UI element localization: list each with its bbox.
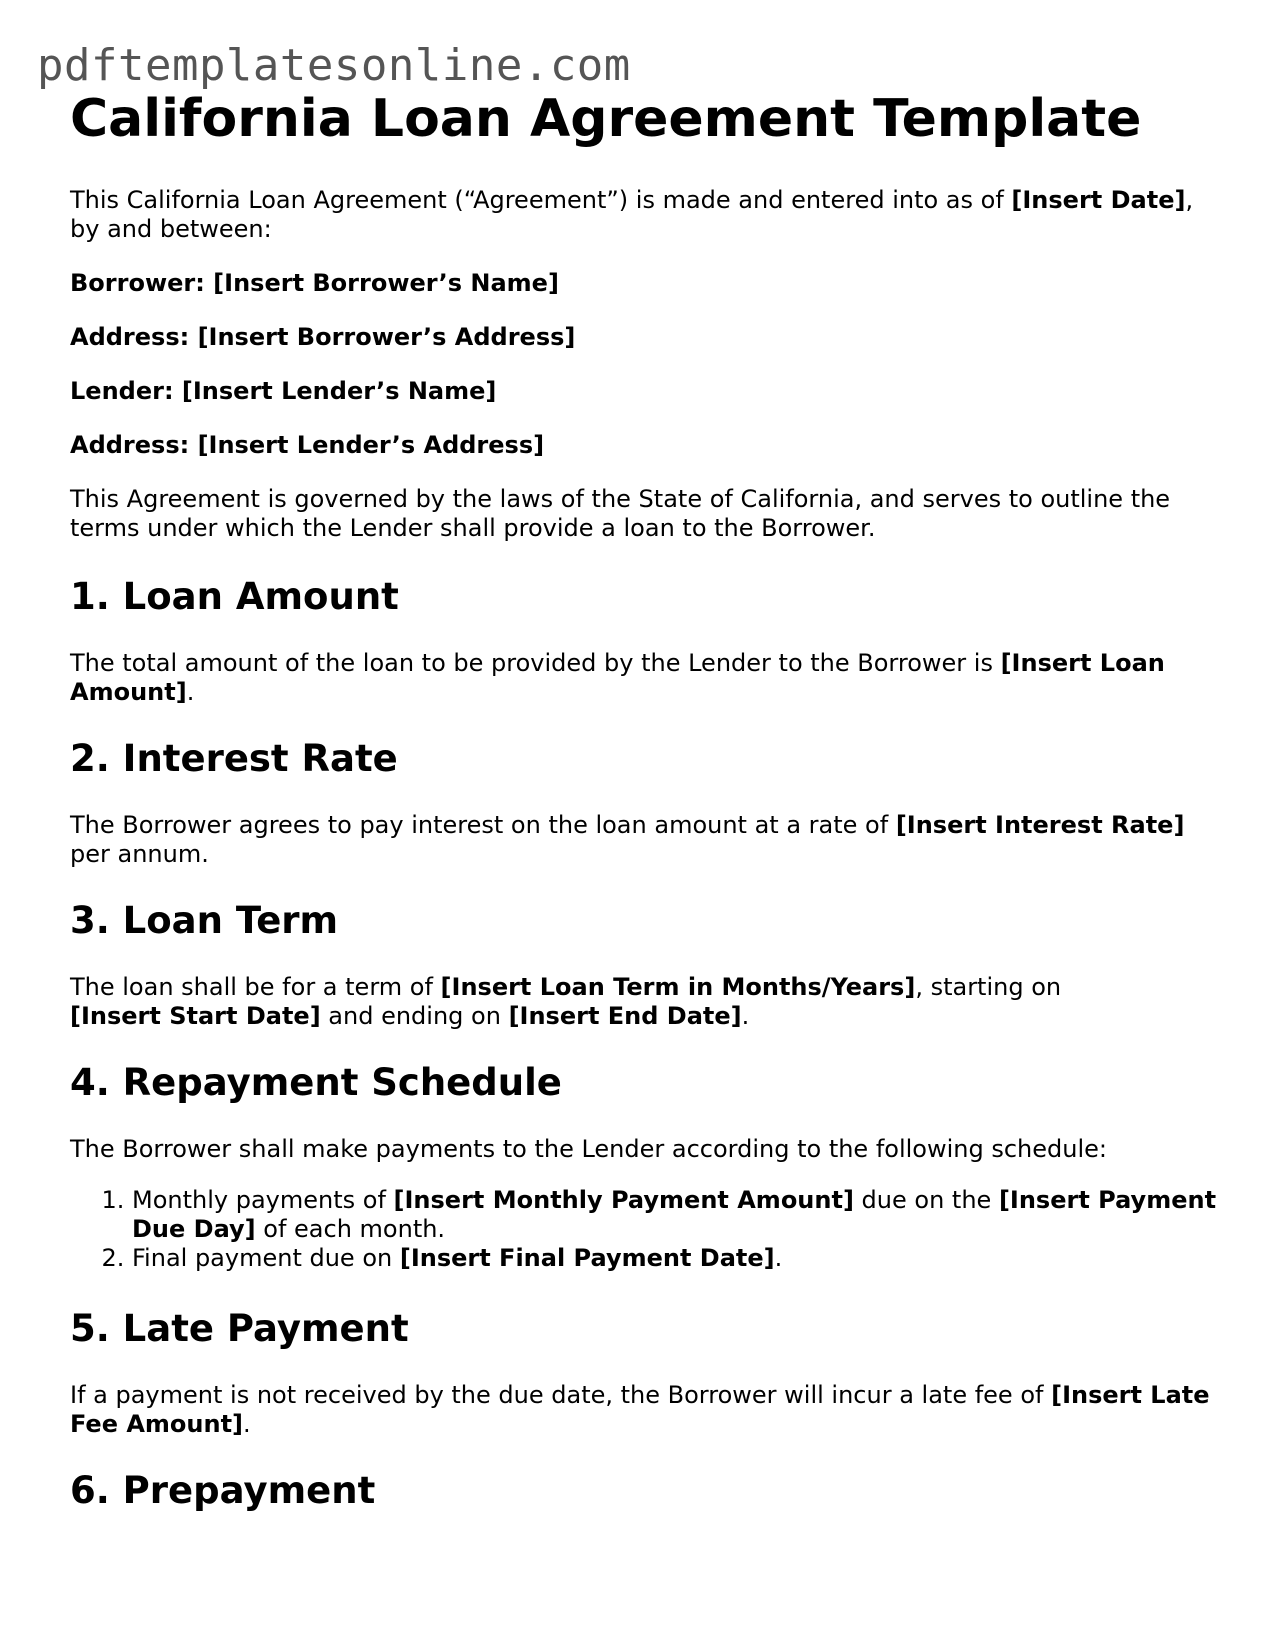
repayment-item2-text-2: . xyxy=(774,1244,783,1272)
late-payment-text-after: . xyxy=(243,1410,251,1438)
repayment-item1-text-1: Monthly payments of xyxy=(132,1186,394,1214)
loan-term-text-4: . xyxy=(741,1002,750,1030)
payment-due-day-placeholder: [Insert Payment Due Day] xyxy=(132,1186,1217,1243)
interest-rate-text-before: The Borrower agrees to pay interest on the loan amount at a rate of xyxy=(70,811,896,839)
section-heading-late-payment: 5. Late Payment xyxy=(70,1307,409,1350)
watermark: pdftemplatesonline.com xyxy=(37,40,631,91)
lender-name-line: Lender: [Insert Lender’s Name] xyxy=(70,377,497,405)
interest-rate-placeholder: [Insert Interest Rate] xyxy=(895,811,1185,839)
section-heading-interest-rate: 2. Interest Rate xyxy=(70,737,398,780)
final-payment-date-placeholder: [Insert Final Payment Date] xyxy=(399,1244,775,1272)
start-date-placeholder: [Insert Start Date] xyxy=(70,1002,321,1030)
repayment-list-item xyxy=(132,1244,1220,1273)
governing-paragraph: This Agreement is governed by the laws of the State of California, and serves to outline the terms under which the Lender shall provide a loan to the Borrower. xyxy=(70,485,1171,542)
interest-rate-text-after: per annum. xyxy=(70,840,209,868)
repayment-item2-text-1: Final payment due on xyxy=(132,1244,400,1272)
borrower-address-line: Address: [Insert Borrower’s Address] xyxy=(70,323,576,351)
lender-address-line: Address: [Insert Lender’s Address] xyxy=(70,431,545,459)
loan-term-text-3: and ending on xyxy=(320,1002,509,1030)
loan-term-placeholder: [Insert Loan Term in Months/Years] xyxy=(440,973,916,1001)
late-payment-text-before: If a payment is not received by the due date, the Borrower will incur a late fee of xyxy=(70,1381,1052,1409)
document-body xyxy=(70,86,1220,1543)
loan-amount-paragraph xyxy=(70,649,1220,707)
loan-term-text-2: , starting on xyxy=(915,973,1062,1001)
document-title: California Loan Agreement Template xyxy=(70,89,1142,149)
intro-text-after: , by and between: xyxy=(70,186,1194,243)
section-heading-loan-amount: 1. Loan Amount xyxy=(70,575,399,618)
section-heading-loan-term: 3. Loan Term xyxy=(70,899,339,942)
loan-amount-text-before: The total amount of the loan to be provided by the Lender to the Borrower is xyxy=(70,649,1001,677)
late-payment-paragraph xyxy=(70,1381,1220,1439)
repayment-list xyxy=(70,1186,1220,1273)
loan-amount-text-after: . xyxy=(186,678,195,706)
repayment-intro-paragraph: The Borrower shall make payments to the Lender according to the following schedule: xyxy=(70,1135,1107,1163)
interest-rate-paragraph xyxy=(70,811,1220,869)
loan-term-text-1: The loan shall be for a term of xyxy=(70,973,441,1001)
loan-term-paragraph xyxy=(70,973,1220,1031)
section-heading-repayment-schedule: 4. Repayment Schedule xyxy=(70,1061,562,1104)
end-date-placeholder: [Insert End Date] xyxy=(508,1002,742,1030)
loan-amount-placeholder: [Insert Loan Amount] xyxy=(70,649,1165,706)
repayment-list-item xyxy=(132,1186,1220,1244)
intro-text-before: This California Loan Agreement (“Agreement”) is made and entered into as of xyxy=(70,186,1012,214)
repayment-item1-text-3: of each month. xyxy=(255,1215,446,1243)
intro-paragraph xyxy=(70,186,1220,244)
borrower-name-line: Borrower: [Insert Borrower’s Name] xyxy=(70,269,559,297)
section-heading-prepayment: 6. Prepayment xyxy=(70,1469,376,1512)
late-fee-placeholder: [Insert Late Fee Amount] xyxy=(70,1381,1210,1438)
monthly-payment-placeholder: [Insert Monthly Payment Amount] xyxy=(393,1186,854,1214)
date-placeholder: [Insert Date] xyxy=(1011,186,1186,214)
repayment-item1-text-2: due on the xyxy=(853,1186,999,1214)
